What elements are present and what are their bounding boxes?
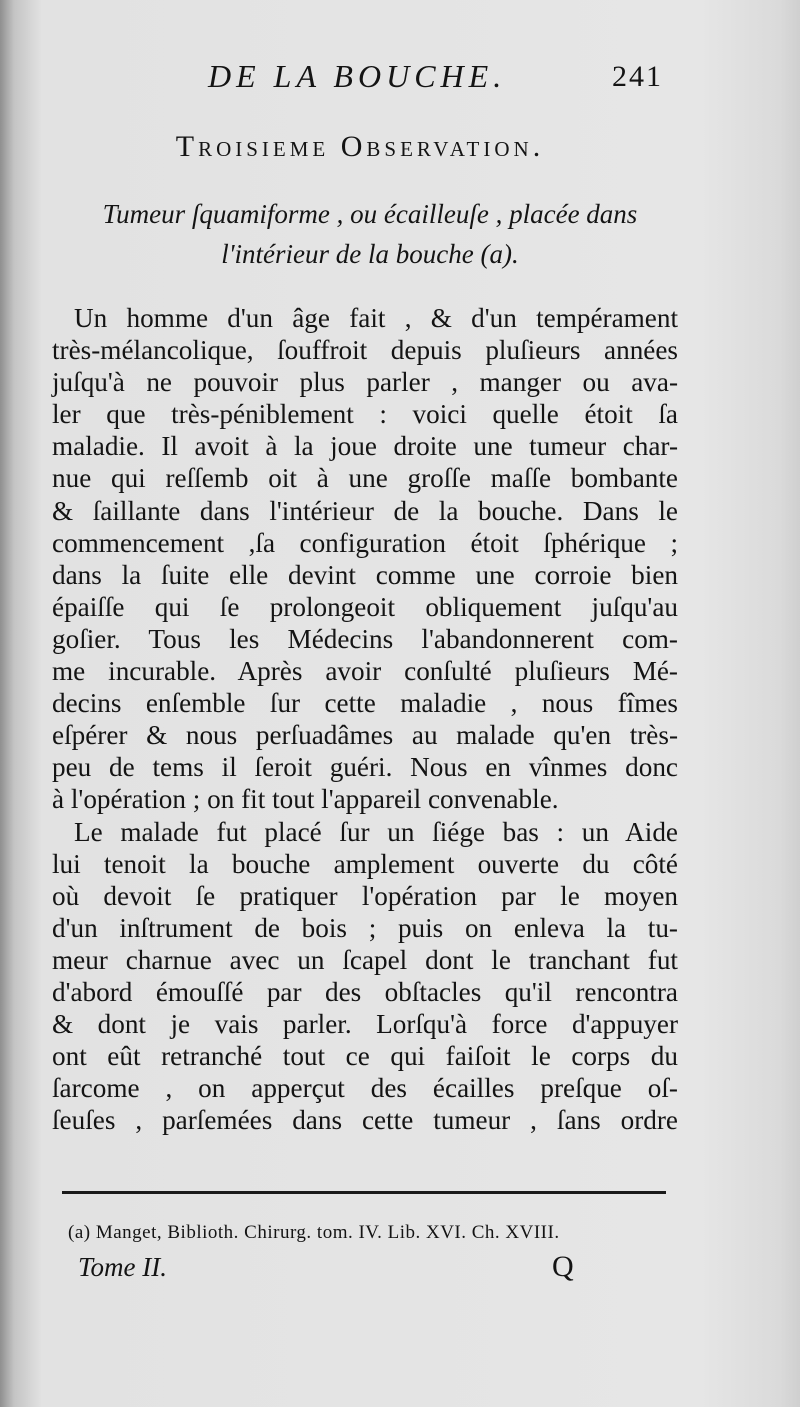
text-line: nue qui reſſemb oit à une groſſe maſſe bombante bbox=[52, 463, 678, 494]
text-line: juſqu'à ne pouvoir plus parler , manger ou ava- bbox=[52, 367, 678, 398]
observation-subtitle bbox=[60, 194, 680, 274]
text-line: d'un inſtrument de bois ; puis on enleva la tu- bbox=[52, 912, 678, 943]
text-line: goſier. Tous les Médecins l'abandonnerent com- bbox=[52, 623, 678, 654]
text-line: peu de tems il ſeroit guéri. Nous en vînmes donc bbox=[52, 752, 678, 783]
text-line: commencement ,ſa configuration étoit ſphérique ; bbox=[52, 527, 678, 558]
text-line: eſpérer & nous perſuadâmes au malade qu'en très- bbox=[52, 720, 678, 751]
text-line: Un homme d'un âge fait , & d'un tempérament bbox=[74, 303, 678, 333]
text-line: où devoit ſe pratiquer l'opération par le moyen bbox=[52, 880, 678, 911]
running-head bbox=[0, 58, 800, 98]
subtitle-line-2: l'intérieur de la bouche (a). bbox=[221, 239, 519, 269]
text-line: & ſaillante dans l'intérieur de la bouche. Dans le bbox=[52, 495, 678, 526]
volume-signature: Tome II. bbox=[78, 1252, 168, 1282]
text-line: ſeuſes , parſemées dans cette tumeur , ſans ordre bbox=[52, 1105, 678, 1136]
page-number: 241 bbox=[612, 60, 663, 93]
observation-title: Troisieme Observation. bbox=[175, 130, 545, 163]
text-line: ont eût retranché tout ce qui faiſoit le corps du bbox=[52, 1041, 678, 1072]
text-line: me incurable. Après avoir conſulté pluſieurs Mé- bbox=[52, 656, 678, 687]
text-line: lui tenoit la bouche amplement ouverte du côté bbox=[52, 848, 678, 879]
text-line: Le malade fut placé ſur un ſiége bas : un Aide bbox=[74, 816, 678, 847]
text-line: decins enſemble ſur cette maladie , nous fîmes bbox=[52, 688, 678, 719]
text-line: ſarcome , on apperçut des écailles preſque oſ- bbox=[52, 1073, 678, 1104]
sheet-signature: Q bbox=[552, 1250, 574, 1283]
subtitle-line-1: Tumeur ſquamiforme , ou écailleuſe , placée dans bbox=[102, 199, 638, 229]
text-line: épaiſſe qui ſe prolongeoit obliquement juſqu'au bbox=[52, 591, 678, 622]
footnote: (a) Manget, Biblioth. Chirurg. tom. IV. Lib. XVI. Ch. XVIII. bbox=[68, 1222, 560, 1243]
text-line: très-mélancolique, ſouffroit depuis pluſieurs années bbox=[52, 335, 678, 366]
running-title: DE LA BOUCHE. bbox=[208, 58, 507, 94]
text-line: d'abord émouſſé par des obſtacles qu'il rencontra bbox=[52, 976, 678, 1007]
footnote-rule bbox=[62, 1191, 666, 1194]
text-line: ler que très-péniblement : voici quelle étoit ſa bbox=[52, 399, 678, 430]
body-text bbox=[52, 302, 678, 1136]
text-line: maladie. Il avoit à la joue droite une tumeur char- bbox=[52, 431, 678, 462]
text-line: meur charnue avec un ſcapel dont le tranchant fut bbox=[52, 944, 678, 975]
text-line: à l'opération ; on fit tout l'appareil convenable. bbox=[52, 784, 559, 815]
text-line: & dont je vais parler. Lorſqu'à force d'appuyer bbox=[52, 1009, 678, 1040]
text-line: dans la ſuite elle devint comme une corroie bien bbox=[52, 559, 678, 590]
